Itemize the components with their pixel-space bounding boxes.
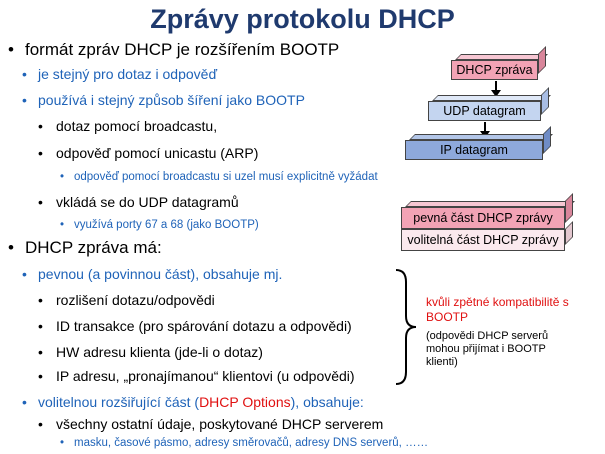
dhcp-options-highlight: DHCP Options: [199, 394, 291, 410]
bullet-icon: •: [38, 368, 43, 384]
bullet-icon: •: [22, 394, 27, 410]
bullet-icon: •: [60, 437, 65, 449]
compatibility-note-text: (odpovědi DHCP serverů mohou přijímat i BOOTP klienti): [426, 330, 549, 368]
list-item: • pevnou (a povinnou část), obsahuje mj.: [22, 266, 283, 282]
bullet-icon: •: [8, 40, 14, 59]
udp-datagram-box: UDP datagram: [428, 101, 549, 121]
optional-part-box: volitelná část DHCP zprávy: [401, 229, 573, 251]
bullet-icon: •: [38, 416, 43, 432]
compatibility-note-title: kvůli zpětné kompatibilitě s BOOTP: [426, 295, 569, 324]
bullet-icon: •: [60, 171, 65, 183]
bullet-icon: •: [8, 238, 14, 257]
list-item: • masku, časové pásmo, adresy směrovačů, adresy DNS serverů, ……: [60, 437, 429, 449]
list-item: • je stejný pro dotaz i odpověď: [22, 66, 218, 82]
bullet-icon: •: [38, 145, 43, 161]
list-item: • odpověď pomocí broadcastu si uzel musí explicitně vyžádat: [60, 171, 378, 183]
bullet-icon: •: [60, 219, 65, 231]
list-item: • vkládá se do UDP datagramů: [38, 194, 239, 210]
bullet-icon: •: [38, 118, 43, 134]
bullet-icon: •: [38, 344, 43, 360]
list-item: • IP adresu, „pronajímanou“ klientovi (u odpovědi): [38, 368, 355, 384]
list-item: • rozlišení dotazu/odpovědi: [38, 292, 215, 308]
list-item: • volitelnou rozšiřující část (DHCP Options), obsahuje:: [22, 394, 364, 410]
list-item: • ID transakce (pro spárování dotazu a odpovědi): [38, 318, 352, 334]
bullet-icon: •: [38, 318, 43, 334]
bullet-icon: •: [22, 266, 27, 282]
list-item: • používá i stejný způsob šíření jako BOOTP: [22, 92, 305, 108]
page-title: Zprávy protokolu DHCP: [150, 4, 455, 34]
list-item: • HW adresu klienta (jde-li o dotaz): [38, 344, 263, 360]
list-item: • formát zpráv DHCP je rozšířením BOOTP: [8, 40, 340, 59]
list-item: • odpověď pomocí unicastu (ARP): [38, 145, 259, 161]
bullet-icon: •: [22, 66, 27, 82]
bullet-icon: •: [38, 194, 43, 210]
bullet-icon: •: [22, 92, 27, 108]
list-item: • dotaz pomocí broadcastu,: [38, 118, 218, 134]
right-brace-icon: [394, 268, 420, 386]
dhcp-message-box: DHCP zpráva: [451, 60, 546, 80]
list-item: • všechny ostatní údaje, poskytované DHCP serverem: [38, 416, 384, 432]
bullet-icon: •: [38, 292, 43, 308]
fixed-part-box: pevná část DHCP zprávy: [401, 207, 573, 229]
list-item: • využívá porty 67 a 68 (jako BOOTP): [60, 219, 259, 231]
list-item: • DHCP zpráva má:: [8, 238, 162, 257]
ip-datagram-box: IP datagram: [405, 140, 551, 160]
